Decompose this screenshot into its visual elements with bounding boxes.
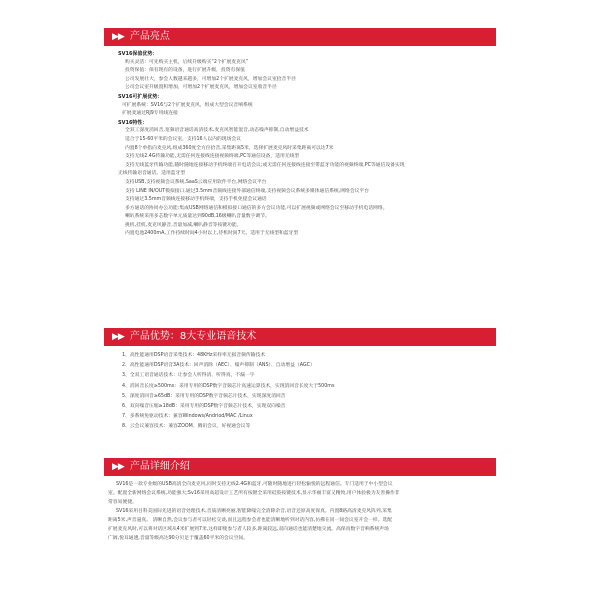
paragraph-line: 常容易便捷。 [108, 500, 137, 505]
section-header-advantages [104, 328, 496, 346]
list-item: 内置8个单指向麦克风,组成360度全方位拾音,采集距离5米，选择扩展麦克风时采集距离可以达7米 [125, 145, 334, 151]
list-item: 无线传输语音通话。适用蓝牙型 [118, 171, 186, 177]
list-item: 支持USB,支持视频会议系统,SaaS云端应用软件平台,网络会议平台 [125, 179, 267, 185]
details-text [108, 480, 494, 543]
subheading: SV16保值优势： [118, 51, 158, 57]
list-item: 支持 LINE IN/OUT模拟接口,通过3.5mm音频线连接外部通信终端,支持视频会议系统多媒体通信系统,网络会议平台 [125, 188, 370, 194]
list-item: 支持通过3.5mm音频线连接移动手机终端，支持手机免提会议通话 [125, 197, 267, 203]
list-item: 6、双向噪音压缩≥18dB：采用专用的DSP数字音频芯片技术，实现双向噪音 [122, 404, 286, 410]
list-item: 支持无线蓝牙传输功能,随时随地连接移动手机终端召开电话会议;或无需任何连接线连接至带蓝牙功能的视频终端,PC等通信设备实现 [125, 162, 405, 168]
list-item: 5、深度消回音≥65dB：采用专用的DSP数字音频芯片技术，实现深度消回音 [122, 393, 286, 399]
list-item: 内置电池2400mA,工作持续时间4小时以上,待机时间7天。适用于无线型和蓝牙型 [125, 231, 299, 237]
paragraph-line: 广阔,悦耳通透,音量等级高达90分贝足于覆盖60平米的会议空间。 [108, 536, 248, 541]
list-item: 3、全双工语音通话技术：让参会人听得清、听得真，不漏一字 [122, 373, 255, 379]
double-arrow-icon: ▶▶ [112, 31, 124, 42]
list-item: 全双工深度消回音,宽频语音通话高清技术,麦克风智能混音,动态噪声抑制,自动增益技术 [125, 128, 309, 134]
list-item: 适合于15-60平米的会议室，支持16人以内的现场会议 [125, 136, 241, 142]
section-header-details [104, 458, 496, 476]
section-title-advantages: 产品优势：8大专业语音技术 [129, 331, 257, 342]
subheading: SV16特性： [118, 119, 148, 126]
list-item: 投资保值：保有现有的设备，进行扩展升级，投资有保值 [125, 68, 245, 74]
paragraph-line: 扩展麦克风时,可以将对话区域从4米扩展到7米,这样即使参与者人较多,距离较远,双向通话也能清楚地交流。高保真数字音响系统声场 [108, 527, 389, 532]
list-item: 7、多系统免驱动技术：兼容Windows/Andriod/MAC /Linux [122, 414, 253, 420]
list-item: 购买灵活：可先购买主机，后续升级购买“2个扩展麦克风” [125, 59, 249, 65]
paragraph-line: 室。配置全新网络会议系统,功能强大;Sv16采用高超设计工艺所有按键全采用硅胶按键技术,显示华丽丰富又精致,用户体验极为友善操作非 [108, 491, 400, 496]
list-item: 多方通话的协同办公功能:集成USB网络通信和模拟接口通信的多方会议功能,可以扩展视频或网络会议至移动手机电话网络。 [125, 205, 388, 211]
list-item: 公司发展壮大，参会人数越来越多，可增加2个扩展麦克风，增加会议室拾音半径 [125, 76, 296, 82]
paragraph-line: SV16是一款专业级的USB高清全向麦克风,同时支持无线2.4G和蓝牙,可随时随地进行轻松愉悦的远程通信。专门适用于中小型会议 [116, 482, 393, 487]
double-arrow-icon: ▶▶ [112, 461, 124, 472]
list-item: 支持无线2.4G传输功能,无需任何连接线连接视频终端,PC等通信设备，适用无线型 [125, 154, 300, 160]
section-header-highlights [104, 28, 496, 46]
section-title-details: 产品详细介绍 [129, 461, 190, 472]
subheading: SV16可扩展优势： [118, 93, 163, 100]
list-item: 喇叭系统采用多芯数字单元质量达到90dB,16级喇叭音量数字调节。 [125, 214, 270, 220]
paragraph-line: SV16采用目科美国际先进的语音处理技术,音质清晰亮丽,智能降噪完全消除杂音,语音还原高度保真。内置8路高清麦克风阵列,采集 [116, 509, 392, 514]
section-title-highlights: 产品亮点 [129, 31, 170, 42]
list-item: 2、高性能通用DSP语音3A技术：回声消除（AEC）、噪声抑制（ANS）、自动增益（AGC） [122, 363, 315, 369]
double-arrow-icon: ▶▶ [112, 331, 124, 342]
list-item: 1、高性能通用DSP语音采集技术：48KHz采样率无损音频传输技术 [122, 353, 266, 358]
highlights-list [118, 50, 496, 239]
list-item: 4、消回音长度≥500ms：采用专用的DSP数字音频芯片高速运算技术，实现消回音长度大于500ms [122, 383, 335, 389]
list-item: 挑机,挂机,麦克风静音,音量加减,喇叭静音等按键功能。 [125, 222, 242, 228]
advantages-list [122, 351, 492, 433]
list-item: 公司会议室升级置积增加，可增加2个扩展麦克风，增加会议室收音半径 [125, 85, 277, 91]
list-item: 扩展麦通过RJ9专用线连接 [122, 111, 178, 117]
list-item: 8、云会议兼容技术：兼容ZOOM、腾讯会议、好视通会议等 [122, 424, 251, 430]
list-item: 可扩展系统：SV16与2个扩展麦克风，组成大型会议音响系统 [122, 102, 253, 108]
paragraph-line: 距离5米,声音逼真。 清晰自然,会议参与者可以轻松交谈,而且远程参会者也能清晰地听到对话内容,仿佛在同一间会议室开会一样。选配 [108, 518, 393, 523]
